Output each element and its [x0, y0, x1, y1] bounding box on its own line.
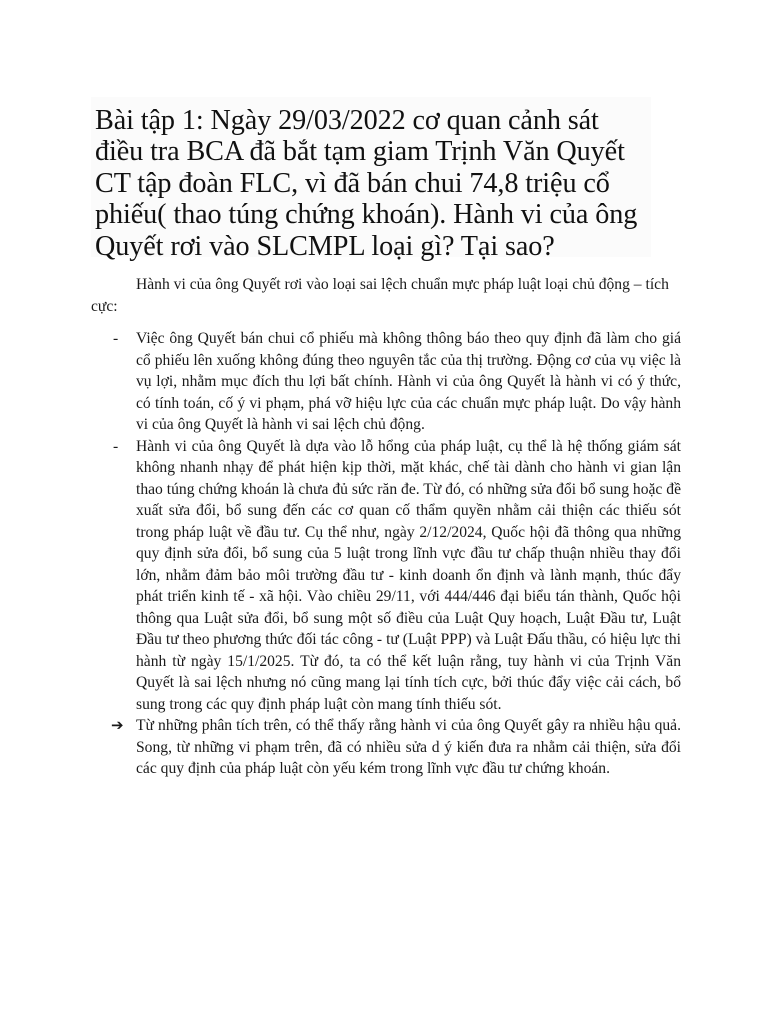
- analysis-list: [91, 328, 681, 780]
- list-item: [91, 436, 681, 716]
- exercise-title: Bài tập 1: Ngày 29/03/2022 cơ quan cảnh sát điều tra BCA đã bắt tạm giam Trịnh Văn Quyết CT tập đoàn FLC, vì đã bán chui 74,8 triệu cổ phiếu( thao túng chứng khoán). Hành vi của ông Quyết rơi vào SLCMPL loại gì? Tại sao?: [95, 105, 638, 262]
- exercise-title-image: [91, 97, 651, 262]
- list-item-text: Từ những phân tích trên, có thể thấy rằng hành vi của ông Quyết gây ra nhiều hậu quả. Song, từ những vi phạm trên, đã có nhiều sửa d ý kiến đưa ra nhằm cải thiện, sửa đổi các quy định của pháp luật còn yếu kém trong lĩnh vực đầu tư chứng khoán.: [136, 717, 681, 777]
- list-item-text: Hành vi của ông Quyết là dựa vào lỗ hổng của pháp luật, cụ thể là hệ thống giám sát không nhanh nhạy để phát hiện kịp thời, mặt khác, chế tài dành cho hành vi gian lận thao túng chứng khoán là chưa đủ sức răn đe. Từ đó, có những sửa đổi bổ sung hoặc đề xuất sửa đổi, bổ sung đến các cơ quan cố thẩm quyền nhằm cải thiện các thiếu sót trong pháp luật về đầu tư. Cụ thể như, ngày 2/12/2024, Quốc hội đã thông qua những quy định sửa đổi, bổ sung của 5 luật trong lĩnh vực đầu tư chấp thuận nhiều thay đổi lớn, nhằm đảm bảo môi trường đầu tư - kinh doanh ổn định và lành mạnh, thúc đẩy phát triển kinh tế - xã hội. Vào chiều 29/11, với 444/446 đại biểu tán thành, Quốc hội thông qua Luật sửa đổi, bổ sung một số điều của Luật Quy hoạch, Luật Đầu tư, Luật Đầu tư theo phương thức đối tác công - tư (Luật PPP) và Luật Đấu thầu, có hiệu lực thi hành từ ngày 15/1/2025. Từ đó, ta có thể kết luận rằng, tuy hành vi của Trịnh Văn Quyết là sai lệch nhưng nó cũng mang lại tính tích cực, bởi thúc đẩy việc cải cách, bổ sung trong các quy định pháp luật còn mang tính thiếu sót.: [136, 437, 681, 713]
- dash-bullet: -: [113, 437, 119, 455]
- list-item-text: Việc ông Quyết bán chui cổ phiếu mà không thông báo theo quy định đã làm cho giá cổ phiếu lên xuống không đúng theo nguyên tắc của thị trường. Động cơ của vụ việc là vụ lợi, nhằm mục đích thu lợi bất chính. Hành vi của ông Quyết là hành vi có ý thức, có tính toán, cố ý vi phạm, phá vỡ hiệu lực của các chuẩn mực pháp luật. Do vậy hành vi của ông Quyết là hành vi sai lệch chủ động.: [136, 330, 681, 433]
- list-item: [91, 715, 681, 780]
- list-item: [91, 328, 681, 436]
- arrow-bullet-icon: ➔: [111, 716, 124, 734]
- intro-paragraph: Hành vi của ông Quyết rơi vào loại sai lệch chuẩn mực pháp luật loại chủ động – tích cực:: [91, 276, 669, 315]
- dash-bullet: -: [113, 330, 119, 347]
